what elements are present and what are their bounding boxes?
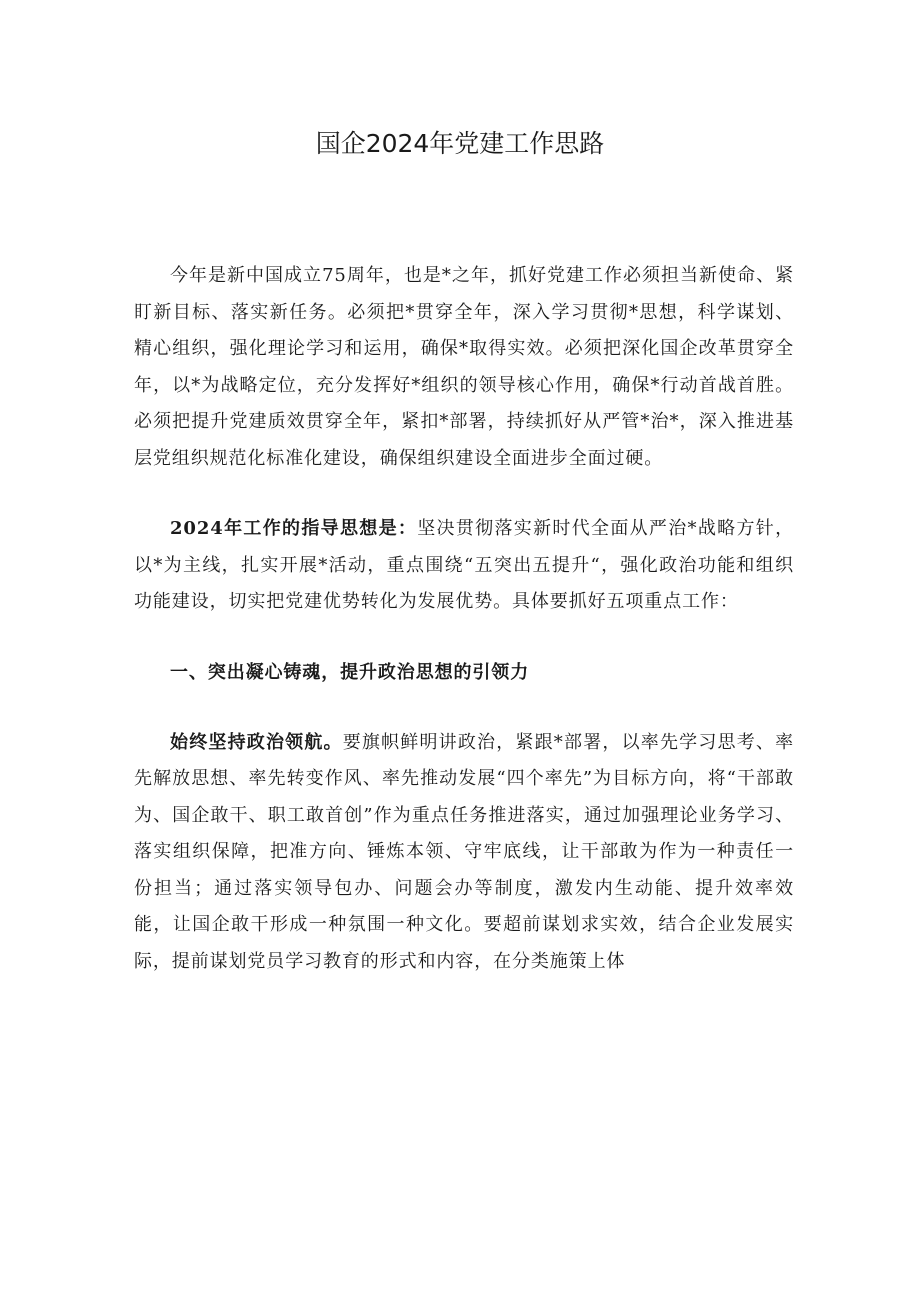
document-title: 国企2024年党建工作思路 [315,129,605,158]
paragraph-text: 要旗帜鲜明讲政治，紧跟*部署，以率先学习思考、率先解放思想、率先转变作风、率先推动发展“四个率先”为目标方向，将“干部敢为、国企敢干、职工敢首创”作为重点任务推进落实，通过加强理论业务学习、落实组织保障，把准方向、锤炼本领、守牢底线，让干部敢为作为一种责任一份担当；通过落实领导包办、问题会办等制度，激发内生动能、提升效率效能，让国企敢干形成一种氛围一种文化。要超前谋划求实效，结合企业发展实际，提前谋划党员学习教育的形式和内容，在分类施策上体 [134,731,794,972]
document-body [134,258,794,980]
paragraph-lead: 2024年工作的指导思想是： [170,518,418,539]
paragraph-guiding-thought [134,511,794,621]
paragraph-intro [134,258,794,477]
section-heading: 一、突出凝心铸魂，提升政治思想的引领力 [170,661,530,683]
paragraph-text: 今年是新中国成立75周年，也是*之年，抓好党建工作必须担当新使命、紧盯新目标、落实新任务。必须把*贯穿全年，深入学习贯彻*思想，科学谋划、精心组织，强化理论学习和运用，确保*取得实效。必须把深化国企改革贯穿全年，以*为战略定位，充分发挥好*组织的领导核心作用，确保*行动首战首胜。必须把提升党建质效贯穿全年，紧扣*部署，持续抓好从严管*治*，深入推进基层党组织规范化标准化建设，确保组织建设全面进步全面过硬。 [134,265,794,469]
paragraph-lead: 始终坚持政治领航。 [170,731,343,753]
paragraph-political-leadership [134,725,794,981]
paragraph-text: 坚决贯彻落实新时代全面从严治*战略方针，以*为主线，扎实开展*活动，重点围绕“五突出五提升“，强化政治功能和组织功能建设，切实把党建优势转化为发展优势。具体要抓好五项重点工作： [134,518,795,612]
